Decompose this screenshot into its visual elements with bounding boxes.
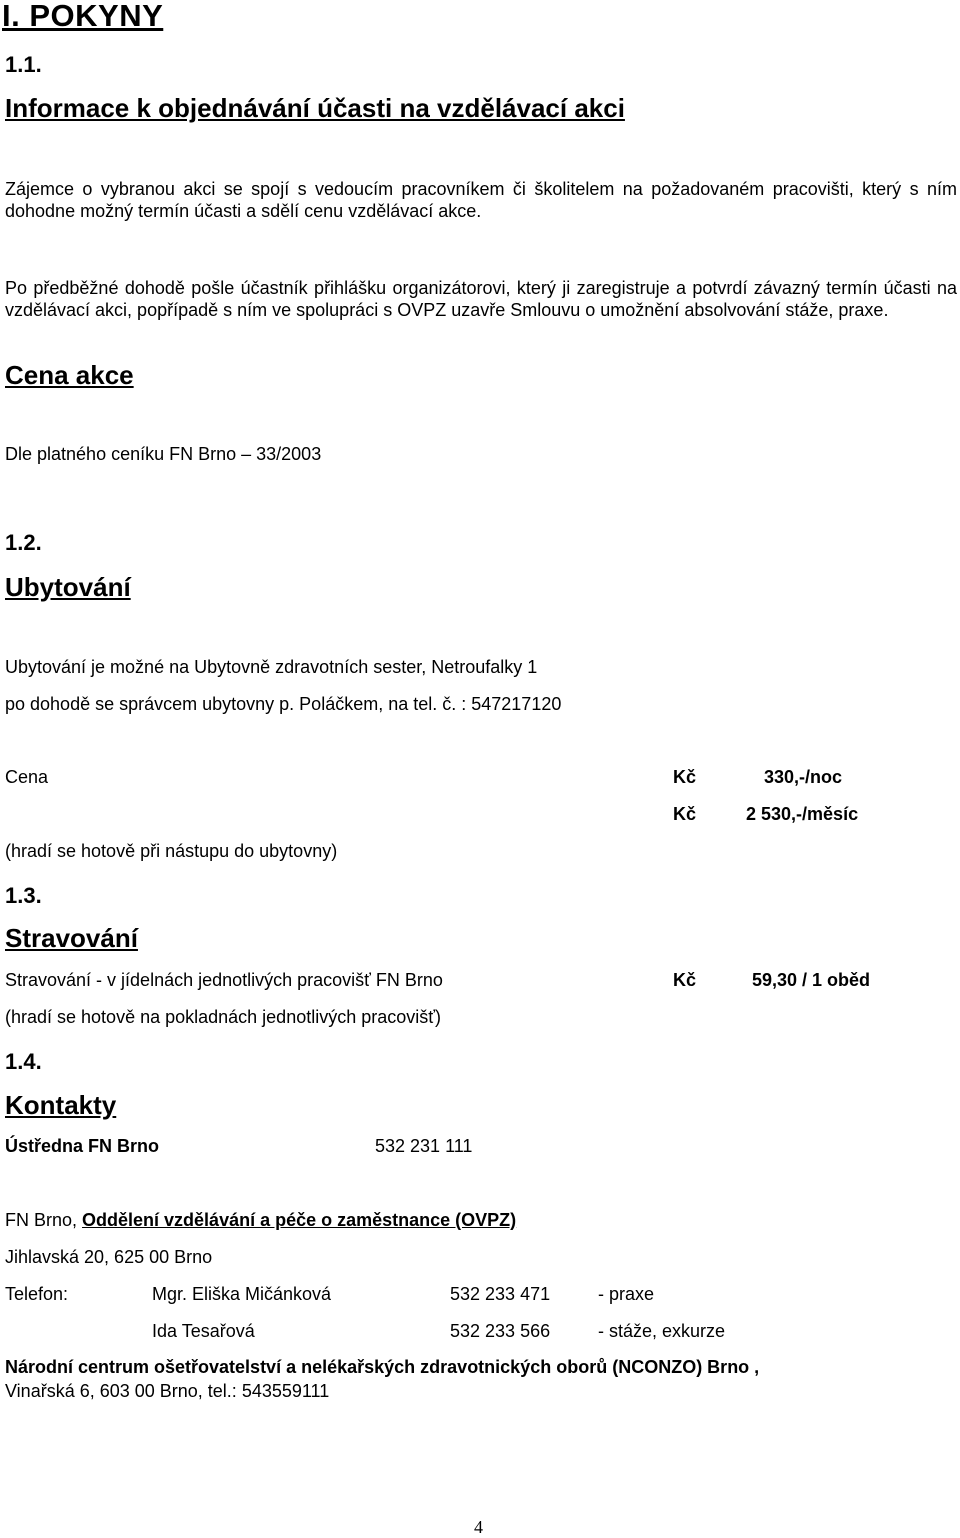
section-title-contacts: Kontakty — [5, 1090, 117, 1120]
phone-label: Telefon: — [5, 1284, 69, 1304]
section-number-1-1: 1.1. — [5, 52, 42, 77]
paragraph-registration: Po předběžné dohodě pošle účastník přihlášku organizátorovi, který ji zaregistruje a potvrdí závazný termín účasti na vzdělávací akci, popřípadě s ním ve spolupráci s OVPZ uzavře Smlouvu o umožnění absolvování stáže, praxe. — [5, 278, 957, 320]
paragraph-interest: Zájemce o vybranou akci se spojí s vedoucím pracovníkem či školitelem na požadovaném pracovišti, který s ním dohodne možný termín účasti a sdělí cenu vzdělávací akce. — [5, 179, 957, 221]
currency-label: Kč — [673, 767, 697, 787]
contact-name: Mgr. Eliška Mičánková — [152, 1284, 332, 1304]
nconzo-name: Národní centrum ošetřovatelství a nelékařských zdravotnických oborů (NCONZO) Brno , — [5, 1357, 760, 1377]
contact-note: - praxe — [598, 1284, 655, 1304]
central-switchboard-label: Ústředna FN Brno — [5, 1136, 160, 1156]
section-number-1-2: 1.2. — [5, 530, 42, 555]
price-reference: Dle platného ceníku FN Brno – 33/2003 — [5, 444, 322, 464]
price-per-night: 330,-/noc — [764, 767, 843, 787]
section-title-orders: Informace k objednávání účasti na vzdělávací akci — [5, 93, 625, 123]
central-switchboard-phone: 532 231 111 — [375, 1136, 473, 1156]
meals-line: Stravování - v jídelnách jednotlivých pracovišť FN Brno — [5, 970, 443, 990]
accommodation-price-label: Cena — [5, 767, 49, 787]
price-per-month: 2 530,-/měsíc — [746, 804, 859, 824]
currency-label: Kč — [673, 970, 697, 990]
price-subheading: Cena akce — [5, 360, 134, 390]
accommodation-payment-note: (hradí se hotově při nástupu do ubytovny) — [5, 841, 338, 861]
page-number: 4 — [474, 1517, 483, 1537]
nconzo-address: Vinařská 6, 603 00 Brno, tel.: 543559111 — [5, 1381, 330, 1401]
department-name: Oddělení vzdělávání a péče o zaměstnance (OVPZ) — [82, 1210, 517, 1230]
department-prefix: FN Brno, — [5, 1210, 83, 1230]
section-title-meals: Stravování — [5, 923, 138, 953]
contact-phone: 532 233 471 — [450, 1284, 551, 1304]
contact-name: Ida Tesařová — [152, 1321, 255, 1341]
currency-label: Kč — [673, 804, 697, 824]
section-title-accommodation: Ubytování — [5, 572, 131, 602]
contact-phone: 532 233 566 — [450, 1321, 551, 1341]
department-line — [5, 1210, 516, 1231]
meals-payment-note: (hradí se hotově na pokladnách jednotlivých pracovišť) — [5, 1007, 441, 1027]
accommodation-line-1: Ubytování je možné na Ubytovně zdravotních sester, Netroufalky 1 — [5, 657, 538, 677]
meal-price: 59,30 / 1 oběd — [752, 970, 871, 990]
section-number-1-3: 1.3. — [5, 883, 42, 908]
accommodation-line-2: po dohodě se správcem ubytovny p. Poláčkem, na tel. č. : 547217120 — [5, 694, 562, 714]
document-heading: I. POKYNY — [2, 0, 164, 33]
contact-note: - stáže, exkurze — [598, 1321, 726, 1341]
section-number-1-4: 1.4. — [5, 1049, 42, 1074]
department-address: Jihlavská 20, 625 00 Brno — [5, 1247, 213, 1267]
